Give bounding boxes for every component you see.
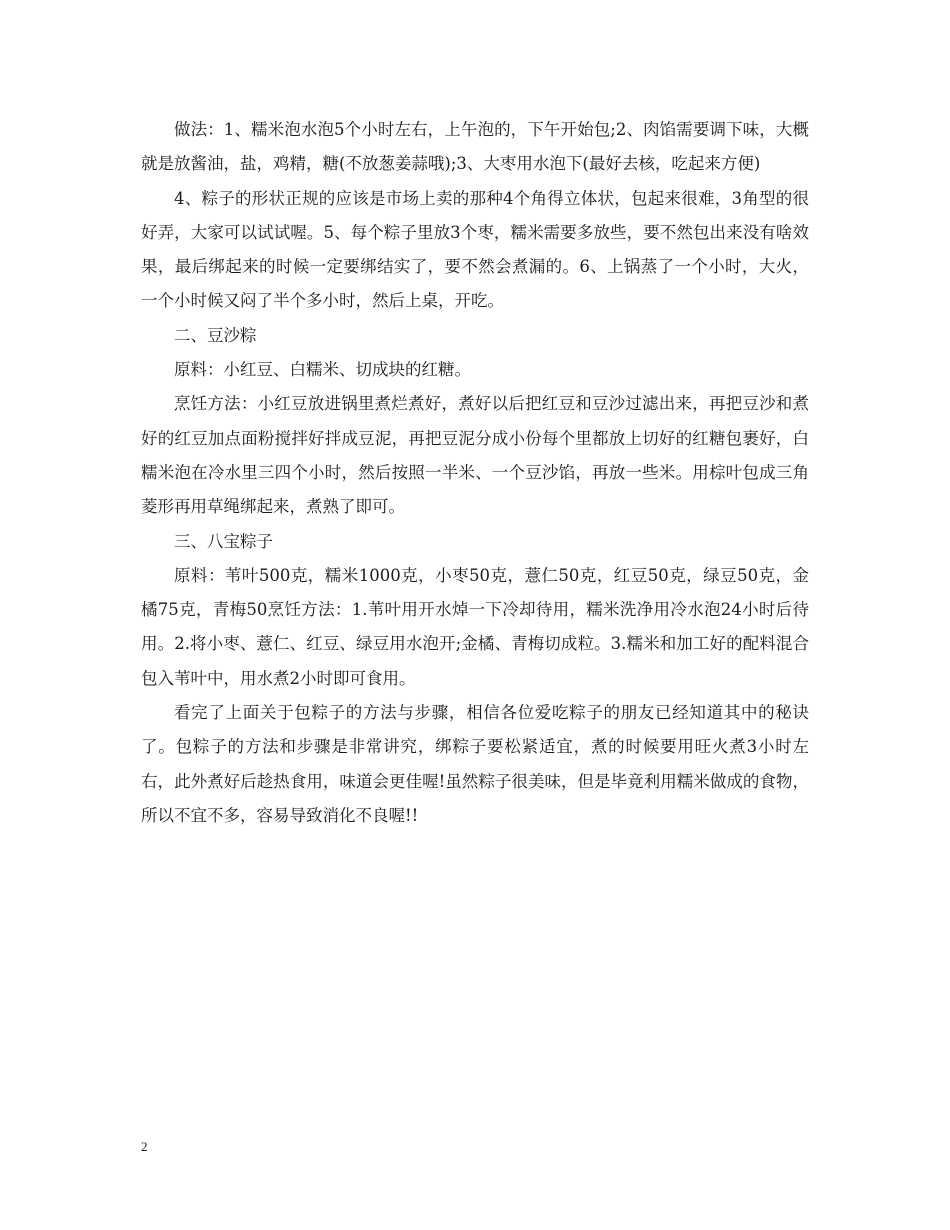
paragraph-conclusion: 看完了上面关于包粽子的方法与步骤，相信各位爱吃粽子的朋友已经知道其中的秘诀了。包粽子的方法和步骤是非常讲究，绑粽子要松紧适宜，煮的时候要用旺火煮3小时左右，此外煮好后趁热食用，味道会更佳喔!虽然粽子很美味，但是毕竟利用糯米做成的食物，所以不宜不多，容易导致消化不良喔!! [141, 703, 809, 825]
section-heading-eight-treasure: 三、八宝粽子 [174, 531, 273, 551]
paragraph-shape-tips: 4、粽子的形状正规的应该是市场上卖的那种4个角得立体状，包起来很难，3角型的很好弄，大家可以试试喔。5、每个粽子里放3个枣，糯米需要多放些，要不然包出来没有啥效果，最后绑起来的时候一定要绑结实了，要不然会煮漏的。6、上锅蒸了一个小时，大火，一个小时候又闷了半个多小时，然后上桌，开吃。 [141, 188, 809, 311]
section-heading-bean-paste: 二、豆沙粽 [174, 325, 257, 345]
paragraph-bean-paste-ingredients: 原料：小红豆、白糯米、切成块的红糖。 [174, 360, 471, 380]
document-body [141, 113, 809, 833]
paragraph-bean-paste-method: 烹饪方法：小红豆放进锅里煮烂煮好，煮好以后把红豆和豆沙过滤出来，再把豆沙和煮好的红豆加点面粉搅拌好拌成豆泥，再把豆泥分成小份每个里都放上切好的红糖包裹好，白糯米泡在冷水里三四个小时，然后按照一半米、一个豆沙馅，再放一些米。用棕叶包成三角菱形再用草绳绑起来，煮熟了即可。 [141, 394, 809, 517]
page-number: 2 [141, 1139, 148, 1154]
paragraph-method-steps: 做法：1、糯米泡水泡5个小时左右，上午泡的，下午开始包;2、肉馅需要调下味，大概就是放酱油，盐，鸡精，糖(不放葱姜蒜哦);3、大枣用水泡下(最好去核，吃起来方便) [141, 120, 809, 174]
paragraph-eight-treasure-recipe: 原料：苇叶500克，糯米1000克，小枣50克，薏仁50克，红豆50克，绿豆50克，金橘75克，青梅50烹饪方法：1.苇叶用开水焯一下冷却待用，糯米洗净用冷水泡24小时后待用。2.将小枣、薏仁、红豆、绿豆用水泡开;金橘、青梅切成粒。3.糯米和加工好的配料混合包入苇叶中，用水煮2小时即可食用。 [141, 565, 809, 688]
